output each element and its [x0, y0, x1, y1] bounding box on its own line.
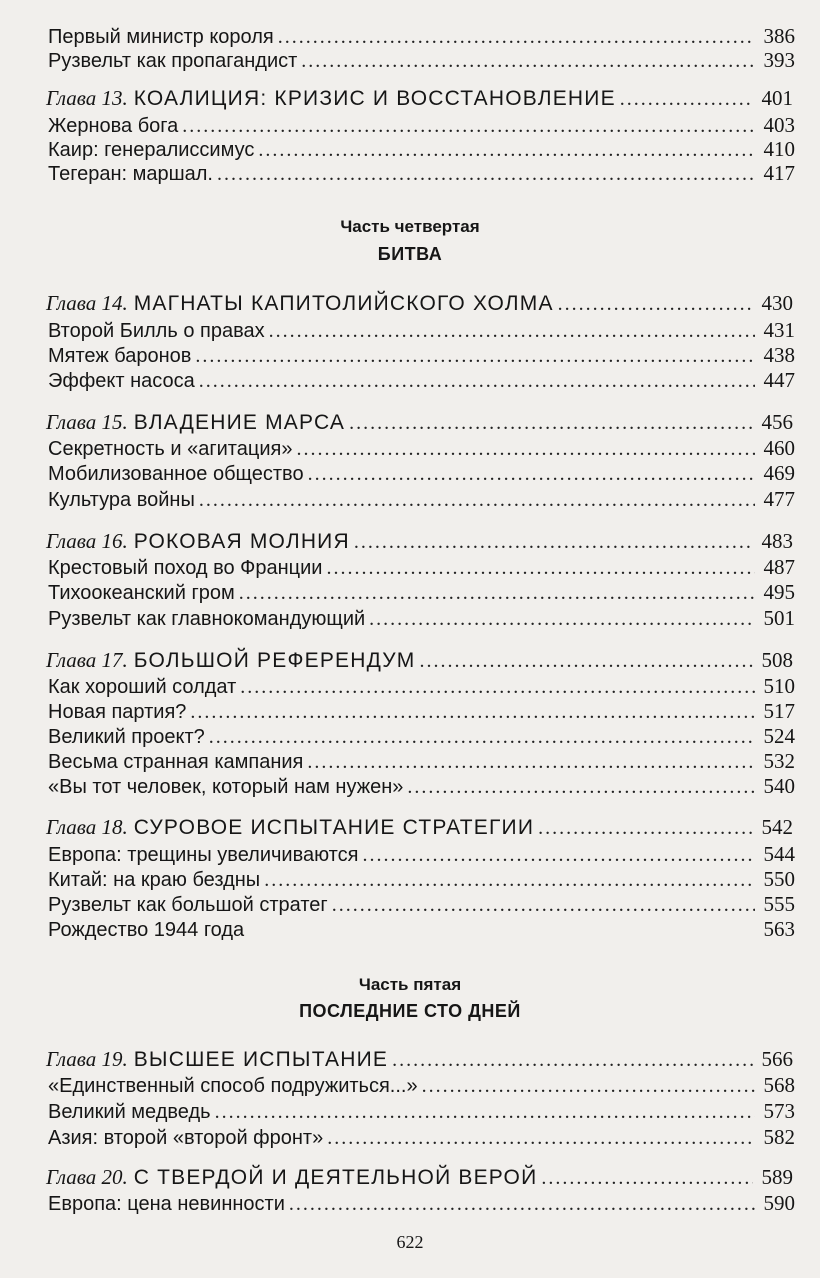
- chapter-label: Глава 20.: [46, 1165, 128, 1189]
- chapter-title: СУРОВОЕ ИСПЫТАНИЕ СТРАТЕГИИ: [133, 816, 535, 839]
- entry-page: 582: [763, 1125, 795, 1149]
- leader-dots: [258, 139, 755, 162]
- chapter-heading: [46, 529, 793, 555]
- entry-page: 540: [763, 774, 795, 798]
- entry-title: Новая партия?: [48, 701, 187, 723]
- leader-dots: [354, 531, 753, 554]
- entry-page: 555: [763, 892, 795, 916]
- entry-title: Каир: генералиссимус: [48, 139, 255, 161]
- leader-dots: [209, 726, 755, 749]
- chapter-title: БОЛЬШОЙ РЕФЕРЕНДУМ: [133, 649, 416, 672]
- entry-title: Весьма странная кампания: [48, 751, 304, 773]
- entry-page: 469: [763, 461, 795, 485]
- entry-page: 544: [763, 842, 795, 866]
- entry-title: Первый министр короля: [48, 26, 274, 48]
- part-title: ПОСЛЕДНИЕ СТО ДНЕЙ: [299, 1001, 521, 1021]
- toc-entry: [48, 113, 795, 139]
- leader-dots: [538, 817, 753, 840]
- toc-entry: [48, 24, 795, 50]
- entry-title: Тихоокеанский гром: [48, 582, 235, 604]
- toc-entry: [48, 48, 795, 74]
- entry-title: Как хороший солдат: [48, 676, 237, 698]
- entry-page: 568: [763, 1073, 795, 1097]
- leader-dots: [332, 894, 755, 917]
- leader-dots: [307, 751, 755, 774]
- leader-dots: [362, 844, 755, 867]
- leader-dots: [264, 869, 755, 892]
- entry-title: Мятеж баронов: [48, 345, 192, 367]
- entry-page: 510: [763, 674, 795, 698]
- entry-page: 487: [763, 555, 795, 579]
- toc-entry: [48, 724, 795, 750]
- entry-page: 403: [763, 113, 795, 137]
- entry-page: 447: [763, 368, 795, 392]
- part-label: Часть четвертая: [340, 217, 480, 236]
- chapter-label: Глава 16.: [46, 529, 128, 553]
- toc-entry: [48, 867, 795, 893]
- entry-title: «Вы тот человек, который нам нужен»: [48, 776, 404, 798]
- leader-dots: [407, 776, 755, 799]
- leader-dots: [296, 438, 755, 461]
- part-title: БИТВА: [377, 244, 443, 264]
- entry-page: 460: [763, 436, 795, 460]
- leader-dots: [422, 1075, 755, 1098]
- leader-dots: [190, 701, 755, 724]
- chapter-label: Глава 18.: [46, 815, 128, 839]
- toc-entry: [48, 137, 795, 163]
- entry-page: 550: [763, 867, 795, 891]
- toc-entry: [48, 606, 795, 632]
- leader-dots: [420, 650, 754, 673]
- entry-title: Крестовый поход во Франции: [48, 557, 323, 579]
- entry-page: 590: [763, 1191, 795, 1215]
- entry-title: Жернова бога: [48, 115, 179, 137]
- chapter-heading: [46, 1047, 793, 1073]
- entry-page: 517: [763, 699, 795, 723]
- leader-dots: [301, 50, 755, 73]
- entry-page: 417: [763, 161, 795, 185]
- entry-page: 386: [763, 24, 795, 48]
- toc-entry: [48, 1125, 795, 1151]
- toc-entry: [48, 699, 795, 725]
- entry-title: Рузвельт как большой стратег: [48, 894, 328, 916]
- toc-entry: [48, 487, 795, 513]
- leader-dots: [217, 163, 755, 186]
- chapter-page: 456: [761, 410, 793, 434]
- toc-entry: [48, 368, 795, 394]
- entry-page: 495: [763, 580, 795, 604]
- leader-dots: [215, 1101, 755, 1124]
- chapter-title: ВЛАДЕНИЕ МАРСА: [133, 411, 346, 434]
- toc-entry: [48, 917, 795, 943]
- chapter-heading: [46, 291, 793, 317]
- leader-dots: [289, 1193, 755, 1216]
- entry-title: «Единственный способ подружиться...»: [48, 1075, 418, 1097]
- chapter-heading: [46, 648, 793, 674]
- leader-dots: [392, 1049, 753, 1072]
- toc-entry: [48, 892, 795, 918]
- entry-title: Европа: трещины увеличиваются: [48, 844, 359, 866]
- chapter-page: 483: [761, 529, 793, 553]
- chapter-title: КОАЛИЦИЯ: КРИЗИС И ВОССТАНОВЛЕНИЕ: [133, 87, 616, 110]
- leader-dots: [278, 26, 755, 49]
- toc-entry: [48, 842, 795, 868]
- entry-page: 532: [763, 749, 795, 773]
- toc-entry: [48, 318, 795, 344]
- leader-dots: [240, 676, 755, 699]
- toc-entry: [48, 161, 795, 187]
- entry-page: 563: [763, 917, 795, 941]
- entry-title: Европа: цена невинности: [48, 1193, 285, 1215]
- entry-page: 431: [763, 318, 795, 342]
- leader-dots: [620, 88, 753, 111]
- leader-dots: [369, 608, 755, 631]
- toc-entry: [48, 555, 795, 581]
- toc-entry: [48, 343, 795, 369]
- chapter-label: Глава 17.: [46, 648, 128, 672]
- chapter-label: Глава 15.: [46, 410, 128, 434]
- leader-dots: [541, 1167, 753, 1190]
- chapter-heading: [46, 815, 793, 841]
- entry-page: 573: [763, 1099, 795, 1123]
- toc-entry: [48, 1191, 795, 1217]
- entry-title: Второй Билль о правах: [48, 320, 265, 342]
- entry-page: 501: [763, 606, 795, 630]
- chapter-title: ВЫСШЕЕ ИСПЫТАНИЕ: [133, 1048, 389, 1071]
- chapter-label: Глава 14.: [46, 291, 128, 315]
- part-label: Часть пятая: [358, 975, 462, 994]
- toc-entry: [48, 461, 795, 487]
- leader-dots: [269, 320, 755, 343]
- entry-title: Китай: на краю бездны: [48, 869, 261, 891]
- page-number: 622: [396, 1232, 424, 1252]
- chapter-page: 430: [761, 291, 793, 315]
- chapter-label: Глава 19.: [46, 1047, 128, 1071]
- leader-dots: [239, 582, 755, 605]
- entry-title: Тегеран: маршал.: [48, 163, 213, 185]
- entry-title: Великий проект?: [48, 726, 205, 748]
- leader-dots: [349, 412, 753, 435]
- entry-title: Мобилизованное общество: [48, 463, 304, 485]
- chapter-page: 566: [761, 1047, 793, 1071]
- entry-title: Рузвельт как пропагандист: [48, 50, 298, 72]
- chapter-heading: [46, 410, 793, 436]
- leader-dots: [327, 1127, 755, 1150]
- chapter-heading: [46, 86, 793, 112]
- entry-title: Эффект насоса: [48, 370, 195, 392]
- chapter-heading: [46, 1165, 793, 1191]
- entry-page: 524: [763, 724, 795, 748]
- entry-title: Культура войны: [48, 489, 195, 511]
- chapter-label: Глава 13.: [46, 86, 128, 110]
- leader-dots: [308, 463, 755, 486]
- toc-entry: [48, 1073, 795, 1099]
- toc-entry: [48, 674, 795, 700]
- leader-dots: [199, 489, 755, 512]
- entry-title: Рузвельт как главнокомандующий: [48, 608, 366, 630]
- entry-title: Великий медведь: [48, 1101, 211, 1123]
- chapter-page: 542: [761, 815, 793, 839]
- entry-title: Рождество 1944 года: [48, 919, 245, 941]
- chapter-title: РОКОВАЯ МОЛНИЯ: [133, 530, 350, 553]
- toc-entry: [48, 580, 795, 606]
- toc-entry: [48, 749, 795, 775]
- leader-dots: [326, 557, 755, 580]
- leader-dots: [199, 370, 755, 393]
- chapter-title: МАГНАТЫ КАПИТОЛИЙСКОГО ХОЛМА: [133, 292, 554, 315]
- entry-page: 477: [763, 487, 795, 511]
- chapter-page: 508: [761, 648, 793, 672]
- toc-entry: [48, 774, 795, 800]
- leader-dots: [182, 115, 755, 138]
- chapter-page: 401: [761, 86, 793, 110]
- entry-page: 438: [763, 343, 795, 367]
- entry-title: Азия: второй «второй фронт»: [48, 1127, 324, 1149]
- entry-page: 410: [763, 137, 795, 161]
- leader-dots: [558, 293, 753, 316]
- toc-entry: [48, 436, 795, 462]
- chapter-page: 589: [761, 1165, 793, 1189]
- chapter-title: С ТВЕРДОЙ И ДЕЯТЕЛЬНОЙ ВЕРОЙ: [133, 1166, 538, 1189]
- leader-dots: [195, 345, 755, 368]
- entry-title: Секретность и «агитация»: [48, 438, 293, 460]
- toc-entry: [48, 1099, 795, 1125]
- entry-page: 393: [763, 48, 795, 72]
